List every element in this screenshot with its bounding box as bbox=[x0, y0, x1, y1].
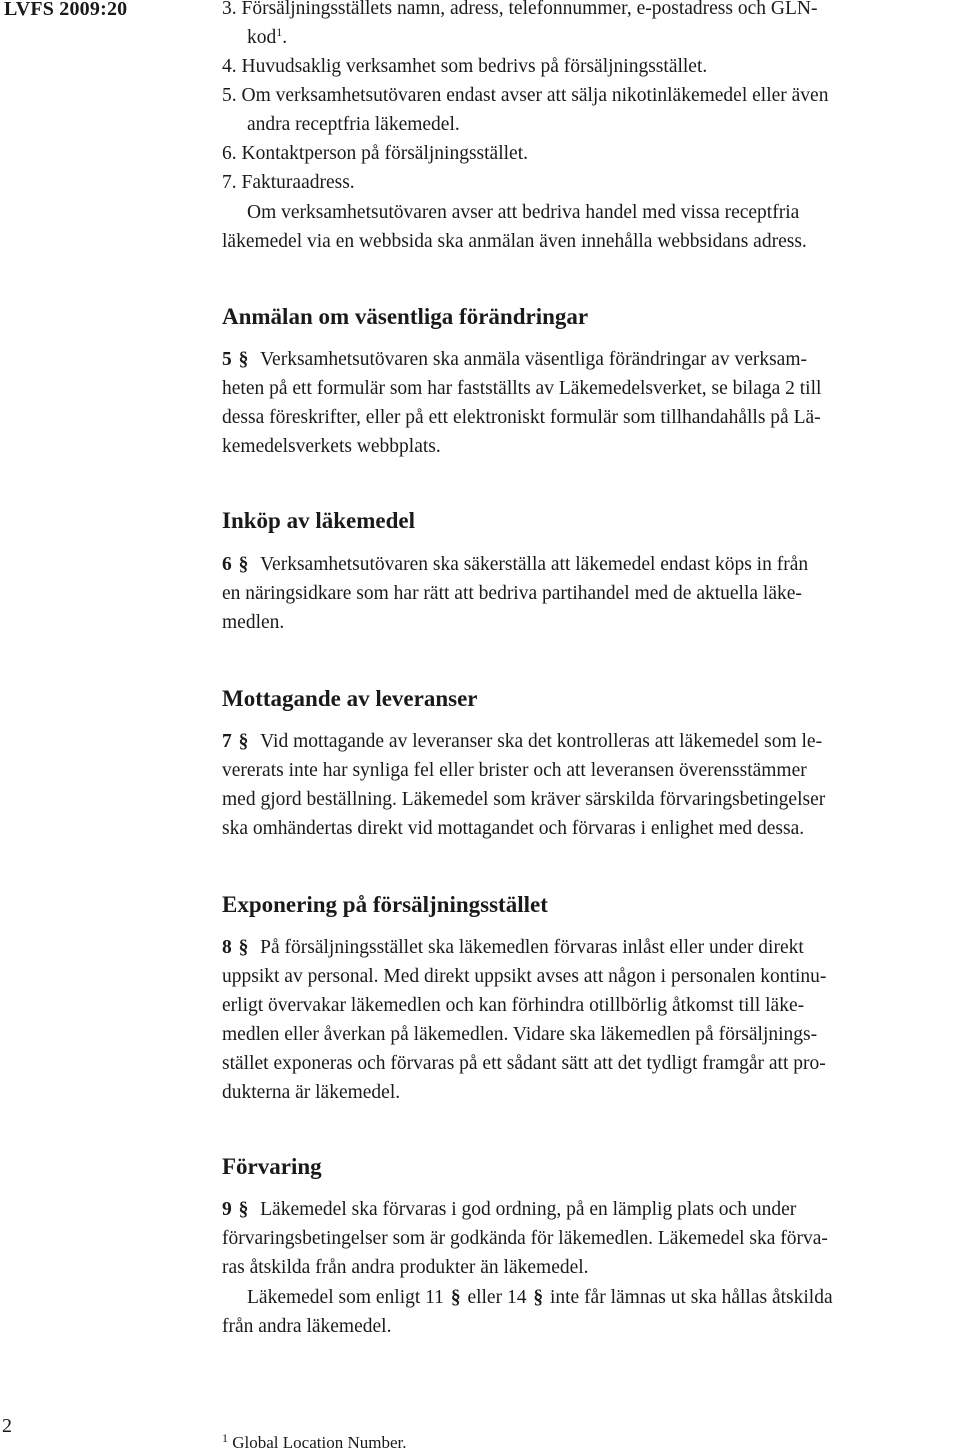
list-item-5-line2: andra receptfria läkemedel. bbox=[247, 114, 460, 135]
paragraph-text: På försäljningsstället ska läkemedlen förvaras inlåst eller under direkt bbox=[260, 937, 804, 958]
paragraph-7-line4: ska omhändertas direkt vid mottagandet och förvaras i enlighet med dessa. bbox=[222, 818, 805, 839]
list-item-5-line1: 5. Om verksamhetsutövaren endast avser att sälja nikotinläkemedel eller även bbox=[222, 85, 829, 106]
section-number: 8 bbox=[222, 937, 232, 958]
paragraph-6-line1 bbox=[222, 554, 808, 576]
paragraph-text: Vid mottagande av leveranser ska det kontrolleras att läkemedel som le- bbox=[260, 731, 823, 752]
paragraph-8-line5: stället exponeras och förvaras på ett sådant sätt att det tydligt framgår att pro- bbox=[222, 1053, 826, 1074]
section-sign: § bbox=[238, 1199, 249, 1220]
paragraph-8-line6: dukterna är läkemedel. bbox=[222, 1082, 401, 1103]
paragraph-8-line1 bbox=[222, 937, 804, 959]
section-number: 9 bbox=[222, 1199, 232, 1220]
paragraph-text: Verksamhetsutövaren ska anmäla väsentliga förändringar av verksam- bbox=[260, 349, 808, 370]
section-sign: § bbox=[450, 1287, 461, 1308]
section-number: 7 bbox=[222, 731, 232, 752]
section-sign: § bbox=[238, 731, 249, 752]
list-item-6: 6. Kontaktperson på försäljningsstället. bbox=[222, 143, 528, 164]
document-header: LVFS 2009:20 bbox=[4, 0, 128, 20]
paragraph-9-line2: förvaringsbetingelser som är godkända för läkemedlen. Läkemedel ska förva- bbox=[222, 1228, 828, 1249]
footnote-number: 1 bbox=[222, 1431, 228, 1445]
paragraph-text: Läkemedel ska förvaras i god ordning, på en lämplig plats och under bbox=[260, 1199, 797, 1220]
paragraph-text: eller 14 bbox=[467, 1287, 527, 1308]
section-number: 6 bbox=[222, 554, 232, 575]
paragraph-6-line3: medlen. bbox=[222, 612, 285, 633]
footnote-text: Global Location Number. bbox=[232, 1433, 407, 1452]
paragraph-5-line3: dessa föreskrifter, eller på ett elektroniskt formulär som tillhandahålls på Lä- bbox=[222, 407, 821, 428]
paragraph-8-line3: erligt övervakar läkemedlen och kan förhindra otillbörlig åtkomst till läke- bbox=[222, 995, 805, 1016]
section-heading-9: Förvaring bbox=[222, 1154, 322, 1179]
paragraph-7-line1 bbox=[222, 731, 822, 753]
paragraph-9b-line1 bbox=[247, 1287, 833, 1309]
paragraph-8-line2: uppsikt av personal. Med direkt uppsikt avses att någon i personalen kontinu- bbox=[222, 966, 827, 987]
section-sign: § bbox=[238, 349, 249, 370]
paragraph-5-line4: kemedelsverkets webbplats. bbox=[222, 436, 441, 457]
section-sign: § bbox=[533, 1287, 544, 1308]
paragraph-5-line2: heten på ett formulär som har fastställts av Läkemedelsverket, se bilaga 2 till bbox=[222, 378, 822, 399]
section-heading-5: Anmälan om väsentliga förändringar bbox=[222, 304, 589, 329]
section-heading-8: Exponering på försäljningsstället bbox=[222, 892, 548, 917]
paragraph-7-line3: med gjord beställning. Läkemedel som kräver särskilda förvaringsbetingelser bbox=[222, 789, 826, 810]
section-sign: § bbox=[238, 937, 249, 958]
paragraph-8-line4: medlen eller åverkan på läkemedlen. Vidare ska läkemedlen på försäljnings- bbox=[222, 1024, 818, 1045]
list-item-7: 7. Fakturaadress. bbox=[222, 172, 355, 193]
paragraph-text: Läkemedel som enligt 11 bbox=[247, 1287, 444, 1308]
list-item-3-end: . bbox=[282, 27, 288, 48]
list-item-4: 4. Huvudsaklig verksamhet som bedrivs på försäljningsstället. bbox=[222, 56, 708, 77]
footnote-ref: 1 bbox=[276, 25, 283, 39]
section-sign: § bbox=[238, 554, 249, 575]
web-note-line1: Om verksamhetsutövaren avser att bedriva handel med vissa receptfria bbox=[247, 202, 800, 223]
section-heading-6: Inköp av läkemedel bbox=[222, 508, 415, 533]
paragraph-7-line2: vererats inte har synliga fel eller brister och att leveransen överensstämmer bbox=[222, 760, 807, 781]
section-heading-7: Mottagande av leveranser bbox=[222, 686, 478, 711]
paragraph-9-line3: ras åtskilda från andra produkter än läkemedel. bbox=[222, 1257, 589, 1278]
list-item-3-line2 bbox=[247, 27, 287, 49]
paragraph-9b-line2: från andra läkemedel. bbox=[222, 1316, 392, 1337]
footnote bbox=[222, 1433, 406, 1453]
paragraph-5-line1 bbox=[222, 349, 807, 371]
section-number: 5 bbox=[222, 349, 232, 370]
paragraph-text: inte får lämnas ut ska hållas åtskilda bbox=[549, 1287, 833, 1308]
list-item-3-text: kod bbox=[247, 27, 277, 48]
paragraph-6-line2: en näringsidkare som har rätt att bedriva partihandel med de aktuella läke- bbox=[222, 583, 802, 604]
paragraph-text: Verksamhetsutövaren ska säkerställa att läkemedel endast köps in från bbox=[260, 554, 809, 575]
paragraph-9-line1 bbox=[222, 1199, 796, 1221]
web-note-line2: läkemedel via en webbsida ska anmälan även innehålla webbsidans adress. bbox=[222, 231, 807, 252]
page-number: 2 bbox=[2, 1415, 12, 1437]
list-item-3-line1: 3. Försäljningsställets namn, adress, telefonnummer, e-postadress och GLN- bbox=[222, 0, 818, 19]
